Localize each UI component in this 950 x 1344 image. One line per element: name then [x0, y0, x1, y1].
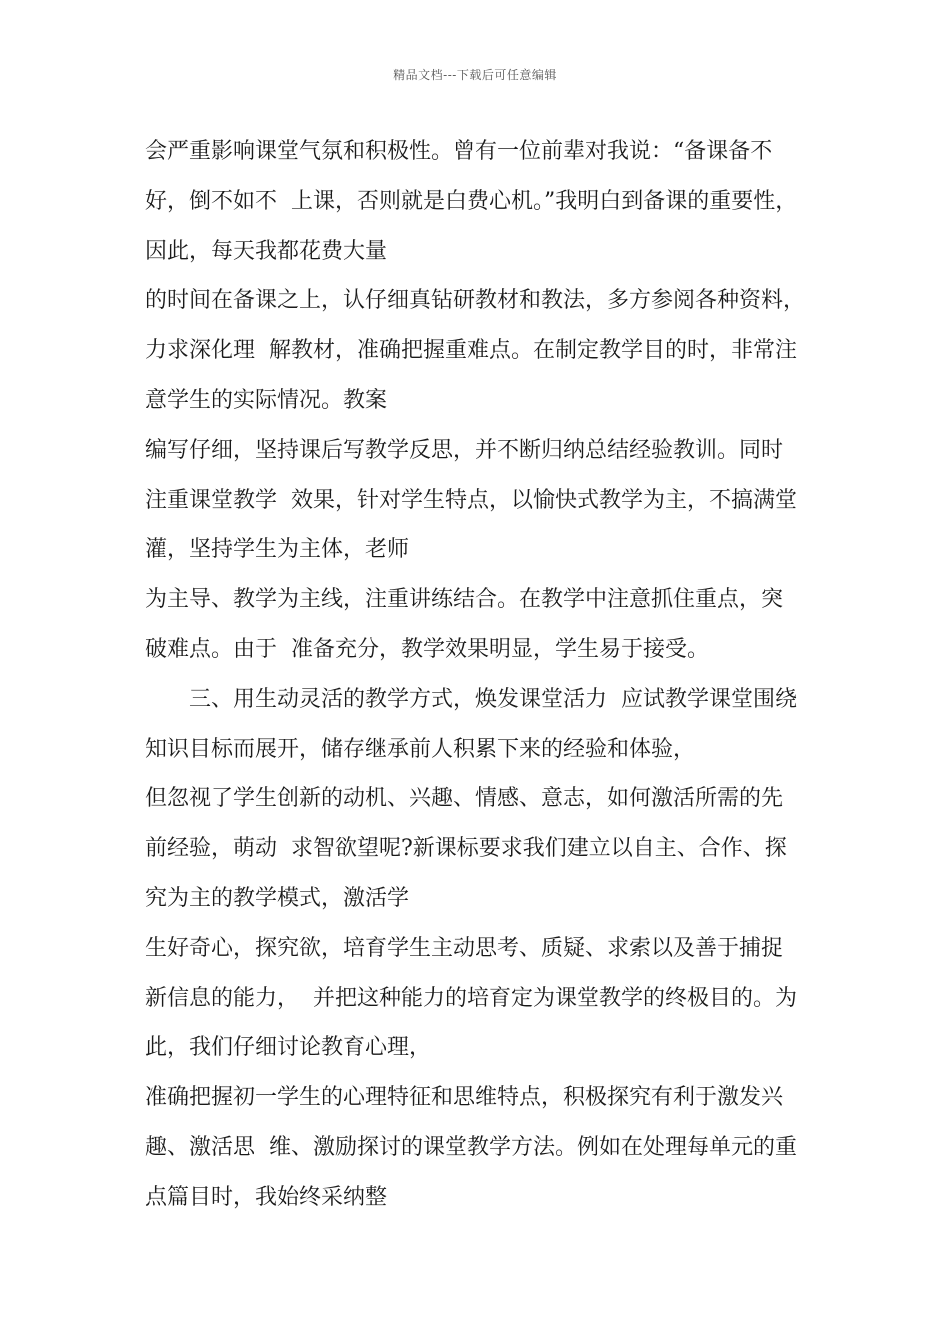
text-line: 编写仔细，坚持课后写教学反思，并不断归纳总结经验教训。同时 — [145, 437, 784, 463]
text-line: 但忽视了学生创新的动机、兴趣、情感、意志，如何激活所需的先 — [145, 786, 784, 812]
text-line: 准确把握初一学生的心理特征和思维特点，积极探究有利于激发兴 — [145, 1085, 784, 1111]
text-line: 为主导、教学为主线，注重讲练结合。在教学中注意抓住重点，突 — [145, 587, 784, 613]
page-header: 精品文档---下载后可任意编辑 — [393, 68, 557, 82]
document-body — [145, 127, 835, 1223]
text-line: 灌，坚持学生为主体，老师 — [145, 537, 410, 563]
section-heading-line: 三、用生动灵活的教学方式，焕发课堂活力 应试教学课堂围绕 — [189, 686, 797, 712]
text-line: 新信息的能力， 并把这种能力的培育定为课堂教学的终极目的。为 — [145, 985, 797, 1011]
text-line: 知识目标而展开，储存继承前人积累下来的经验和体验， — [145, 736, 696, 762]
text-line: 究为主的教学模式，激活学 — [145, 885, 410, 911]
text-line: 趣、激活思 维、激励探讨的课堂教学方法。例如在处理每单元的重 — [145, 1134, 797, 1160]
text-line: 好，倒不如不 上课，否则就是白费心机。”我明白到备课的重要性， — [145, 188, 798, 214]
text-line: 力求深化理 解教材，准确把握重难点。在制定教学目的时，非常注 — [145, 338, 797, 364]
text-line: 破难点。由于 准备充分，教学效果明显，学生易于接受。 — [145, 636, 709, 662]
text-line: 生好奇心，探究欲，培育学生主动思考、质疑、求索以及善于捕捉 — [145, 935, 784, 961]
text-line: 前经验，萌动 求智欲望呢?新课标要求我们建立以自主、合作、探 — [145, 836, 787, 862]
text-line: 会严重影响课堂气氛和积极性。曾有一位前辈对我说：“备课备不 — [145, 139, 773, 164]
text-line: 点篇目时，我始终采纳整 — [145, 1184, 388, 1210]
text-line: 注重课堂教学 效果，针对学生特点，以愉快式教学为主，不搞满堂 — [145, 487, 797, 513]
text-line: 因此，每天我都花费大量 — [145, 238, 388, 264]
text-line: 此，我们仔细讨论教育心理， — [145, 1035, 432, 1061]
text-line: 意学生的实际情况。教案 — [145, 387, 388, 413]
text-line: 的时间在备课之上，认仔细真钻研教材和教法，多方参阅各种资料， — [145, 288, 806, 314]
